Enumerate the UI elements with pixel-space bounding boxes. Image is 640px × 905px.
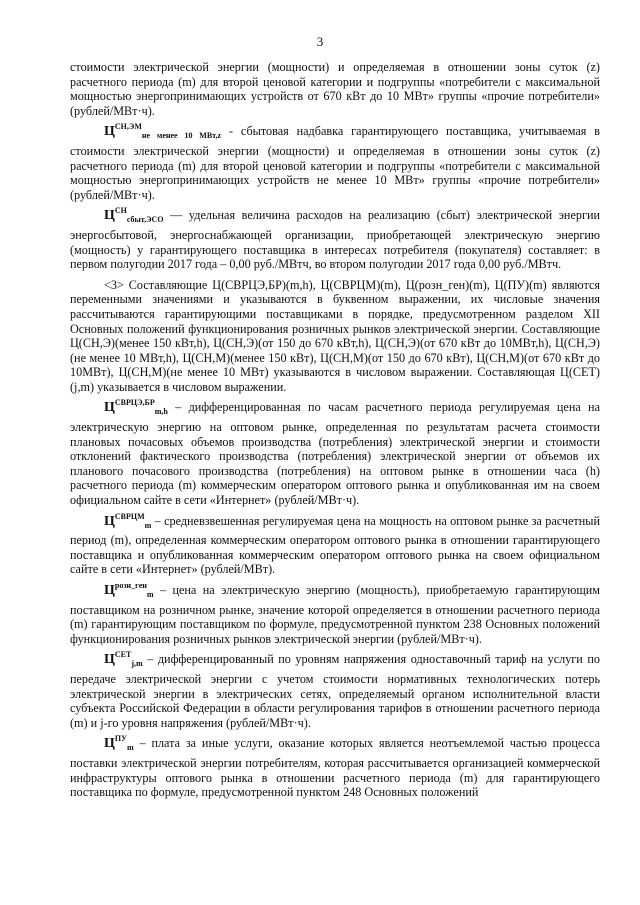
- paragraph-svrcm: $Ц^{СВРЦМ}_m$ – средневзвешенная регулируемая цена на мощность на оптовом рынке за расчетный период (m), определенная коммерческим оператором оптового рынка в отношении гарантирующего поставщика и опубликованная коммерческим оператором оптового рынка на своем официальном сайте в сети «Интернет» (рублей/МВт).: [70, 511, 600, 577]
- paragraph-2: $Ц^{СН,ЭМ}_{не менее 10 МВт,z}$ - сбытовая надбавка гарантирующего поставщика, учитываемая в стоимости электрической энергии (мощности) и определяемая в отношении зоны суток (z) расчетного периода (m) для второй ценовой категории и подгруппы «потребители с максимальной мощностью энергопринимающих устройств не менее 10 МВт» группы «прочие потребители» (рублей/МВт·ч).: [70, 122, 600, 202]
- formula-symbol: $Ц^{СЕТ}_{j,m}$: [104, 650, 143, 669]
- footnote-3-paragraph: <3> Составляющие Ц(СВРЦЭ,БР)(m,h), Ц(СВРЦМ)(m), Ц(розн_ген)(m), Ц(ПУ)(m) являются переменными значениями и указываются в буквенном выражении, их числовые значения рассчитываются гарантирующими поставщиками в порядке, предусмотренном разделом XII Основных положений функционирования розничных рынков электрической энергии. Составляющие Ц(СН,Э)(менее 150 кВт,h), Ц(СН,Э)(от 150 до 670 кВт,h), Ц(СН,Э)(от 670 кВт до 10МВт,h), Ц(СН,Э)(не менее 10 МВт,h), Ц(СН,М)(менее 150 кВт), Ц(СН,М)(от 150 до 670 кВт), Ц(СН,М)(от 670 кВт до 10МВт), Ц(СН,М)(не менее 10 МВт) указываются в числовом выражении. Составляющая Ц(СЕТ)(j,m) указывается в числовом выражении.: [70, 277, 600, 394]
- paragraph-pu: $Ц^{ПУ}_m$ – плата за иные услуги, оказание которых является неотъемлемой частью процесса поставки электрической энергии потребителям, которая рассчитывается организацией коммерческой инфраструктуры оптового рынка в отношении расчетного периода (m) для гарантирующего поставщика по формуле, предусмотренной пунктом 248 Основных положений: [70, 734, 600, 800]
- page-number: 3: [316, 34, 324, 49]
- formula-symbol: $Ц^{СН,ЭМ}_{не менее 10 МВт,z}$: [104, 122, 222, 141]
- formula-symbol: $Ц^{СВРЦМ}_m$: [104, 511, 152, 530]
- formula-symbol: $Ц^{розн\_ген}_m$: [104, 581, 154, 599]
- formula-symbol: $Ц^{СН}_{сбыт,ЭСО}$: [104, 206, 164, 225]
- paragraph-1: стоимости электрической энергии (мощности) и определяемая в отношении зоны суток (z) расчетного периода (m) для второй ценовой категории и подгруппы «потребители с максимальной мощностью энергопринимающих устройств от 670 кВт до 10 МВт» группы «прочие потребители» (рублей/МВт·ч).: [70, 60, 600, 118]
- formula-symbol: $Ц^{СВРЦЭ,БР}_{m,h}$: [104, 398, 168, 417]
- paragraph-set: $Ц^{СЕТ}_{j,m}$ – дифференцированный по уровням напряжения одноставочный тариф на услуги по передаче электрической энергии с учетом стоимости нормативных технологических потерь электрической энергии в электрических сетях, определяемый органом исполнительной власти субъекта Российской Федерации в области регулирования тарифов в отношении расчетного периода (m) и j-го уровня напряжения (рублей/МВт·ч).: [70, 650, 600, 730]
- paragraph-3: $Ц^{СН}_{сбыт,ЭСО}$ — удельная величина расходов на реализацию (сбыт) электрической энергии энергосбытовой, энергоснабжающей организации, приобретающей электрическую энергию (мощность) у гарантирующего поставщика в интересах потребителя (покупателя) составляет: в первом полугодии 2017 года – 0,00 руб./МВтч, во втором полугодии 2017 года 0,00 руб./МВтч.: [70, 206, 600, 272]
- formula-symbol: $Ц^{ПУ}_m$: [104, 734, 134, 753]
- paragraph-svrce: $Ц^{СВРЦЭ,БР}_{m,h}$ – дифференцированная по часам расчетного периода регулируемая цена на электрическую энергию на оптовом рынке, определенная по результатам расчета стоимости плановых почасовых объемов производства (потребления) электрической энергии и стоимости отклонений фактического производства (потребления) электрической энергии от объемов их планового почасового производства (потребления) на оптовом рынке в отношении часа (h) расчетного периода (m) коммерческим оператором оптового рынка и опубликованная им на своем официальном сайте в сети «Интернет» (рублей/МВт·ч).: [70, 398, 600, 508]
- paragraph-rozn-gen: $Ц^{розн\_ген}_m$ – цена на электрическую энергию (мощность), приобретаемую гарантирующим поставщиком на розничном рынке, значение которой определяется в отношении расчетного периода (m) гарантирующим поставщиком по формуле, предусмотренной пунктом 238 Основных положений функционирования розничных рынков электрической энергии (рублей/МВт·ч).: [70, 581, 600, 646]
- document-body: [70, 60, 600, 802]
